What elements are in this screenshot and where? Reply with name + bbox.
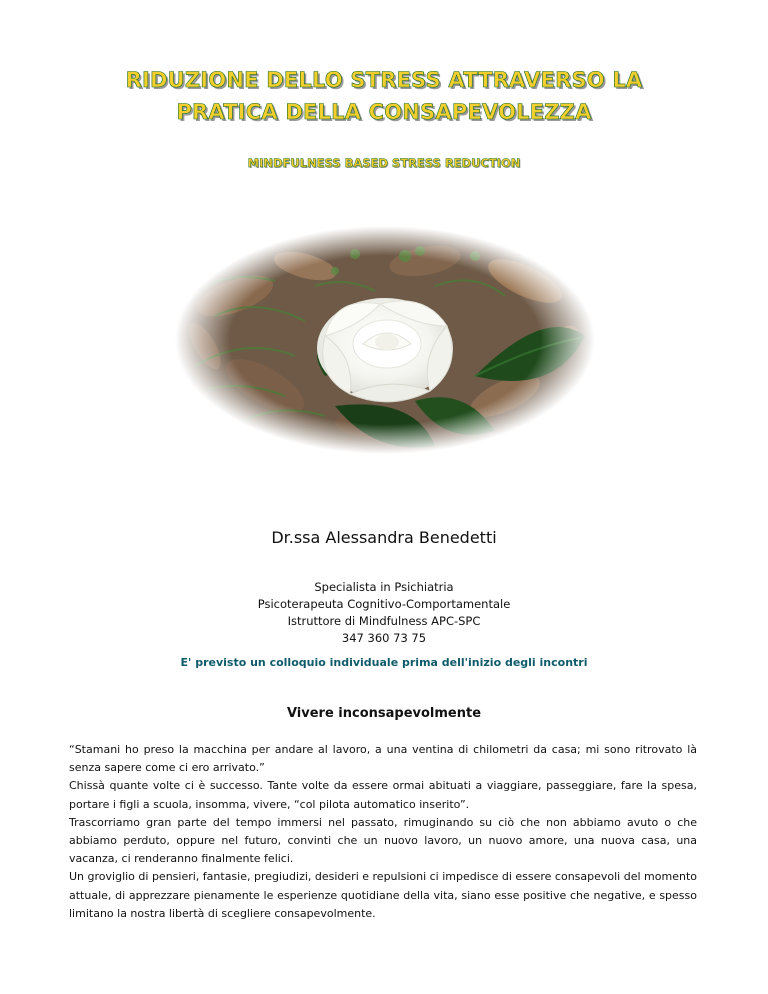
body-text [69,741,697,923]
section-heading: Vivere inconsapevolmente [286,706,482,721]
document-title [60,64,708,128]
paragraph: Trascorriamo gran parte del tempo immersi nel passato, rimuginando su ciò che non abbiamo avuto o che abbiamo perduto, oppure nel futuro, convinti che un nuovo lavoro, un nuovo amore, una nuova casa, una vacanza, ci renderanno finalmente felici. [69,815,697,866]
camellia-photo [175,226,595,454]
title-line-1: RIDUZIONE DELLO STRESS ATTRAVERSO LA [125,68,643,92]
paragraph: “Stamani ho preso la macchina per andare al lavoro, a una ventina di chilometri da casa; mi sono ritrovato là senza sapere come ci ero arrivato.” [69,743,697,775]
title-line-2: PRATICA DELLA CONSAPEVOLEZZA [176,100,592,124]
author-name: Dr.ssa Alessandra Benedetti [271,528,497,547]
credential-mindfulness: Istruttore di Mindfulness APC-SPC [287,614,481,628]
credential-specialty: Specialista in Psichiatria [314,580,454,594]
paragraph: Un groviglio di pensieri, fantasie, pregiudizi, desideri e repulsioni ci impedisce di essere consapevoli del momento attuale, di apprezzare pienamente le esperienze quotidiane della vita, siano esse positive che negative, e spesso limitano la nostra libertà di scegliere consapevolmente. [69,870,697,920]
interview-notice: E' previsto un colloquio individuale prima dell'inizio degli incontri [180,656,588,669]
document-subtitle: MINDFULNESS BASED STRESS REDUCTION [247,156,521,170]
paragraph: Chissà quante volte ci è successo. Tante volte da essere ormai abituati a viaggiare, passeggiare, fare la spesa, portare i figli a scuola, insomma, vivere, “col pilota automatico inserito”. [69,779,697,811]
credential-psychotherapist: Psicoterapeuta Cognitivo-Comportamentale [257,597,511,611]
phone-number: 347 360 73 75 [341,631,427,645]
